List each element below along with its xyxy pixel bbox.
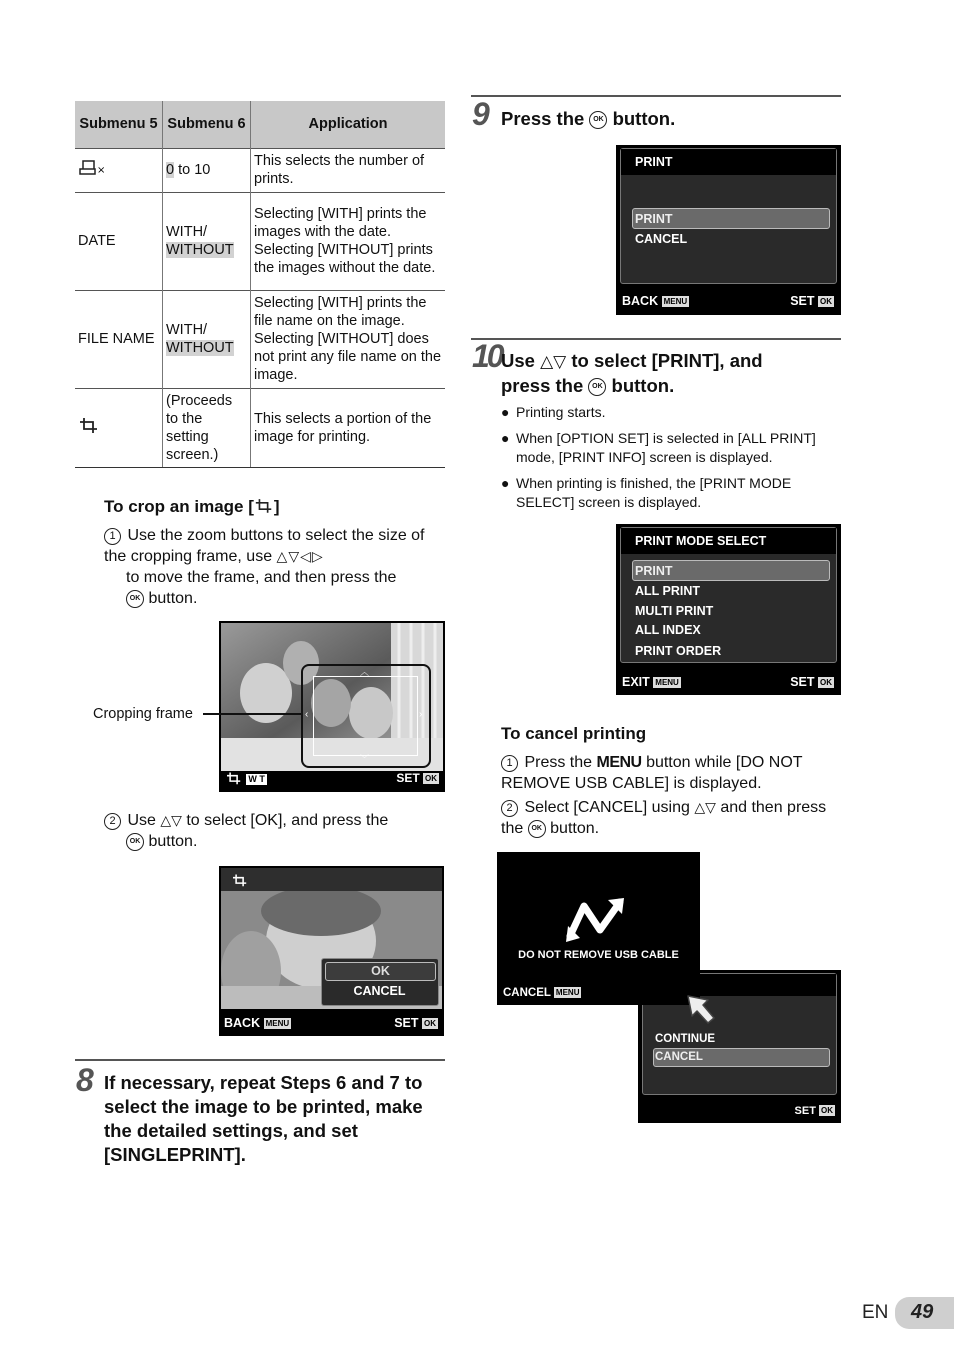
crop-icon bbox=[231, 873, 249, 887]
usb-warning-text: DO NOT REMOVE USB CABLE bbox=[518, 949, 679, 961]
crop-heading: To crop an image [ ] bbox=[104, 497, 280, 516]
arrow-up-icon: ︿ bbox=[360, 667, 370, 677]
cancel-step-2: 2 Select [CANCEL] using △▽ and then press the OK button. bbox=[501, 799, 827, 837]
up-down-keys-icon: △▽ bbox=[540, 352, 567, 371]
cancel-menu-item[interactable]: CANCEL bbox=[635, 232, 688, 246]
cancel-menu-item[interactable]: CANCEL bbox=[655, 1051, 703, 1063]
usb-connection-icon bbox=[564, 896, 634, 946]
arrow-right-icon: › bbox=[419, 709, 423, 720]
print-copies-icon bbox=[78, 159, 106, 177]
cancel-menu-label: CANCEL MENU bbox=[503, 987, 580, 999]
step-number: 10 bbox=[472, 338, 502, 374]
page-number-tab bbox=[895, 1297, 954, 1329]
page-number: 49 bbox=[911, 1301, 934, 1323]
cancel-printing-heading: To cancel printing bbox=[501, 724, 647, 743]
print-mode-select-screen bbox=[616, 524, 841, 695]
bullet-list bbox=[501, 403, 836, 512]
cropping-frame-label: Cropping frame bbox=[93, 706, 193, 722]
table-row: FILE NAME WITH/ WITHOUT Selecting [WITH] prints the file name on the image. Selecting [WITHOUT] does not print any file name on the image. bbox=[75, 290, 445, 388]
up-down-keys-icon: △▽ bbox=[694, 799, 716, 815]
arrow-left-icon: ‹ bbox=[305, 709, 309, 720]
back-menu-label: BACK MENU bbox=[224, 1016, 290, 1030]
step-8-title: If necessary, repeat Steps 6 and 7 to select the image to be printed, make the detailed settings, and set [SINGLEPRINT]. bbox=[104, 1072, 423, 1165]
print-order-menu-item[interactable]: PRINT ORDER bbox=[635, 644, 722, 658]
print-screen bbox=[616, 145, 841, 315]
crop-icon bbox=[225, 771, 243, 785]
all-index-menu-item[interactable]: ALL INDEX bbox=[635, 623, 701, 637]
step-10-title: Use △▽ to select [PRINT], and press the OK button. bbox=[501, 350, 763, 396]
set-ok-label: SET OK bbox=[396, 771, 437, 785]
list-item: ● When [OPTION SET] is selected in [ALL PRINT] mode, [PRINT INFO] screen is displayed. bbox=[501, 430, 816, 465]
svg-text:×: × bbox=[97, 164, 106, 176]
menu-button-label: MENU bbox=[596, 754, 642, 771]
step-9-title: Press the OK button. bbox=[501, 108, 676, 129]
submenu-table bbox=[75, 101, 445, 468]
multi-print-menu-item[interactable]: MULTI PRINT bbox=[635, 604, 714, 618]
set-ok-label: SET OK bbox=[790, 675, 832, 689]
set-ok-label: SET OK bbox=[394, 1016, 436, 1030]
divider bbox=[75, 1059, 445, 1061]
ok-menu-item[interactable]: OK bbox=[325, 962, 436, 981]
table-header: Submenu 5 bbox=[75, 101, 163, 148]
screen-title: PRINT bbox=[635, 155, 673, 169]
zoom-wt-indicator: W T bbox=[248, 774, 265, 784]
table-header: Application bbox=[251, 101, 446, 148]
screen-title: PRINT MODE SELECT bbox=[635, 534, 767, 548]
ok-button-icon: OK bbox=[126, 833, 144, 851]
table-row: × 0 to 10 This selects the number of prints. bbox=[75, 148, 445, 192]
cancel-step-1: 1 Press the MENU button while [DO NOT REMOVE USB CABLE] is displayed. bbox=[501, 754, 803, 792]
transition-arrow-icon bbox=[684, 992, 718, 1026]
callout-line bbox=[203, 713, 302, 715]
crop-icon bbox=[254, 497, 274, 514]
ok-button-icon: OK bbox=[588, 378, 606, 396]
back-menu-label: BACK MENU bbox=[622, 294, 688, 308]
list-item: ● When printing is finished, the [PRINT MODE SELECT] screen is displayed. bbox=[501, 475, 792, 510]
print-menu-item[interactable]: PRINT bbox=[635, 212, 673, 226]
crop-icon bbox=[78, 416, 100, 434]
crop-screen bbox=[219, 621, 445, 792]
exit-menu-label: EXIT MENU bbox=[622, 675, 679, 689]
table-row: DATE WITH/ WITHOUT Selecting [WITH] prints the images with the date. Selecting [WITHOUT] prints the images without the date. bbox=[75, 192, 445, 290]
arrow-keys-icon: △▽◁▷ bbox=[276, 548, 324, 564]
ok-button-icon: OK bbox=[528, 820, 546, 838]
step-number: 9 bbox=[472, 96, 490, 132]
list-item: ● Printing starts. bbox=[501, 404, 606, 420]
arrow-down-icon: ﹀ bbox=[360, 754, 370, 764]
continue-menu-item[interactable]: CONTINUE bbox=[655, 1033, 716, 1045]
usb-warning-screen bbox=[497, 852, 700, 1005]
step-number-1: 1 bbox=[104, 528, 121, 545]
language-label: EN bbox=[862, 1302, 889, 1323]
crop-step-2: 2 Use △▽ to select [OK], and press the OK button. bbox=[104, 810, 444, 852]
set-ok-label: SET OK bbox=[794, 1105, 833, 1117]
set-ok-label: SET OK bbox=[790, 294, 832, 308]
crop-step-1: 1 Use the zoom buttons to select the size of the cropping frame, use △▽◁▷ to move the frame, and then press the OK button. bbox=[104, 527, 425, 607]
step-number-2: 2 bbox=[501, 800, 518, 817]
table-header: Submenu 6 bbox=[163, 101, 251, 148]
crop-confirm-screen bbox=[219, 866, 444, 1036]
all-print-menu-item[interactable]: ALL PRINT bbox=[635, 584, 701, 598]
divider bbox=[471, 338, 841, 340]
step-number-2: 2 bbox=[104, 813, 121, 830]
ok-button-icon: OK bbox=[589, 111, 607, 129]
step-number-1: 1 bbox=[501, 755, 518, 772]
table-row: (Proceeds to the setting screen.) This selects a portion of the image for printing. bbox=[75, 388, 445, 467]
up-down-keys-icon: △▽ bbox=[160, 812, 182, 828]
step-number: 8 bbox=[76, 1062, 94, 1098]
cancel-menu-item[interactable]: CANCEL bbox=[353, 984, 406, 998]
ok-button-icon: OK bbox=[126, 590, 144, 608]
divider bbox=[471, 95, 841, 97]
print-menu-item[interactable]: PRINT bbox=[635, 564, 673, 578]
